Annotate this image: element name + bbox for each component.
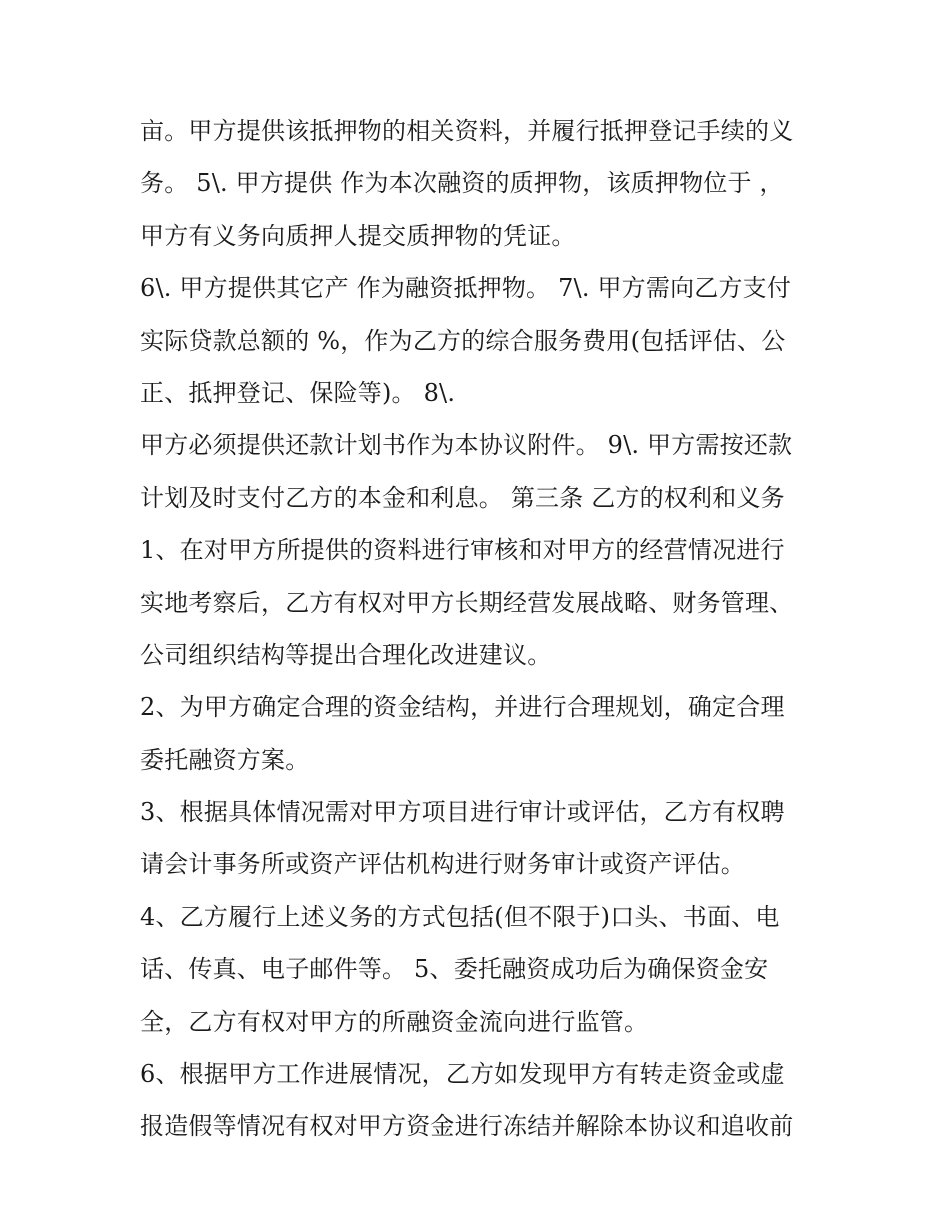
text-line-10: 实地考察后，乙方有权对甲方长期经营发展战略、财务管理、 <box>140 588 794 617</box>
text-line-12: 2、为甲方确定合理的资金结构，并进行合理规划，确定合理 <box>140 693 785 722</box>
text-line-14: 3、根据具体情况需对甲方项目进行审计或评估，乙方有权聘 <box>140 798 785 827</box>
text-line-8: 计划及时支付乙方的本金和利息。 第三条 乙方的权利和义务 <box>140 483 785 512</box>
text-line-3: 甲方有义务向质押人提交质押物的凭证。 <box>140 221 576 250</box>
text-line-20: 报造假等情况有权对甲方资金进行冻结并解除本协议和追收前 <box>140 1112 794 1141</box>
text-line-15: 请会计事务所或资产评估机构进行财务审计或资产评估。 <box>140 850 745 879</box>
text-line-5: 实际贷款总额的 %，作为乙方的综合服务费用(包括评估、公 <box>140 326 786 355</box>
text-line-18: 全，乙方有权对甲方的所融资金流向进行监管。 <box>140 1007 649 1036</box>
text-line-1: 亩。甲方提供该抵押物的相关资料，并履行抵押登记手续的义 <box>140 117 794 145</box>
text-line-4: 6\. 甲方提供其它产 作为融资抵押物。 7\. 甲方需向乙方支付 <box>140 274 792 303</box>
text-line-19: 6、根据甲方工作进展情况，乙方如发现甲方有转走资金或虚 <box>140 1060 785 1089</box>
document-body <box>140 105 820 1153</box>
text-line-9: 1、在对甲方所提供的资料进行审核和对甲方的经营情况进行 <box>140 536 785 565</box>
text-line-17: 话、传真、电子邮件等。 5、委托融资成功后为确保资金安 <box>140 955 769 984</box>
text-line-16: 4、乙方履行上述义务的方式包括(但不限于)口头、书面、电 <box>140 902 780 931</box>
text-line-6: 正、抵押登记、保险等)。 8\. <box>140 378 456 407</box>
text-line-11: 公司组织结构等提出合理化改进建议。 <box>140 640 552 669</box>
text-line-13: 委托融资方案。 <box>140 745 310 774</box>
text-line-7: 甲方必须提供还款计划书作为本协议附件。 9\. 甲方需按还款 <box>140 431 793 460</box>
text-line-2: 务。 5\. 甲方提供 作为本次融资的质押物，该质押物位于 ， <box>140 169 784 198</box>
